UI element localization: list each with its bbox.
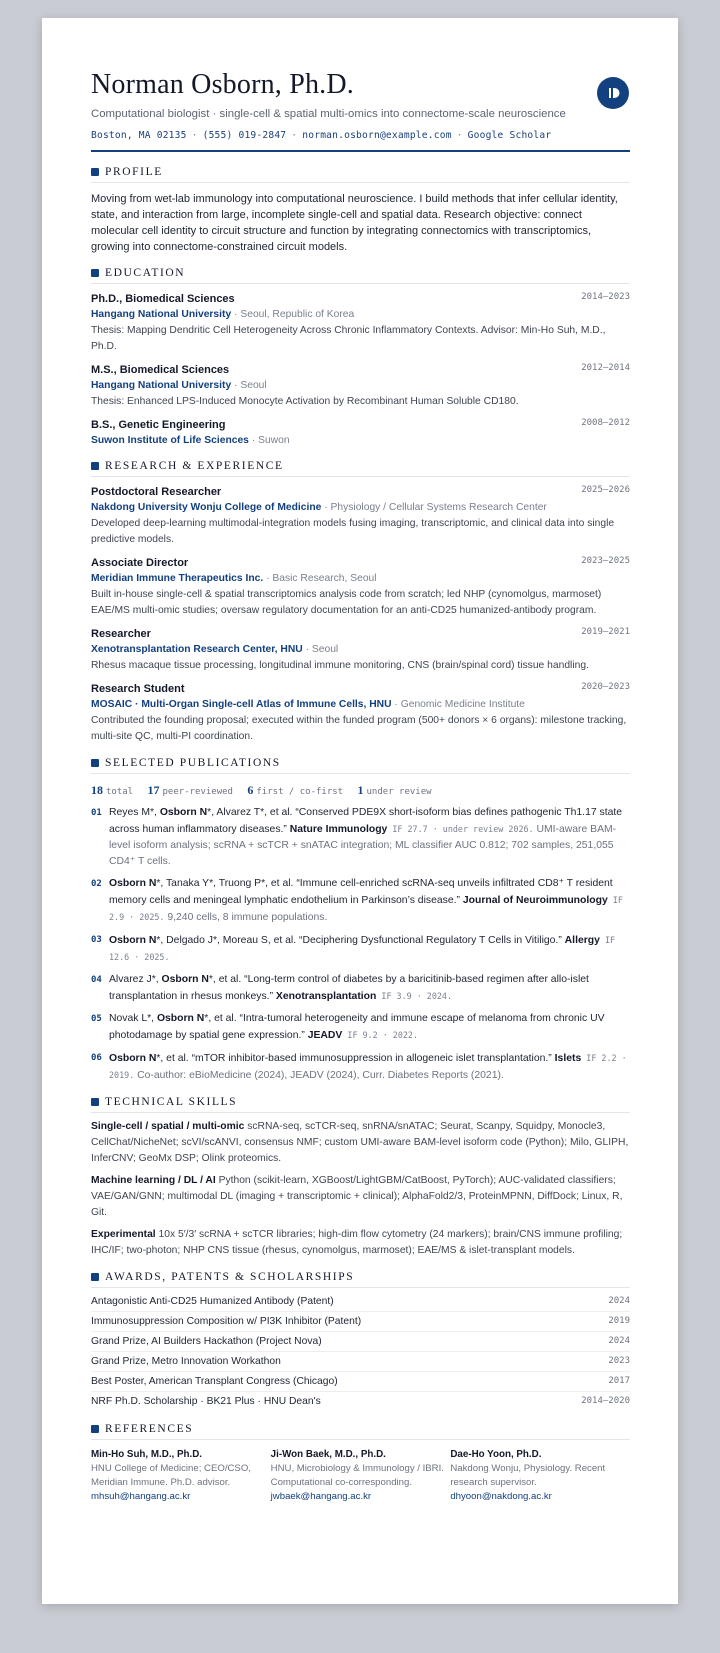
stat-total-count: 18 (91, 783, 103, 797)
award-item: Best Poster, American Transplant Congress (Chicago) 2017 (91, 1372, 630, 1392)
references-list (91, 1448, 630, 1504)
skill-group: Experimental 10x 5′/3′ scRNA + scTCR libraries; high-dim flow cytometry (24 markers); brain/CNS immune profiling; IHC/IF; two-photon; NHP CNS tissue (rhesus, cynomolgus, marmoset); EAE/MS & islet-transplant models. (91, 1229, 623, 1256)
employer: Meridian Immune Therapeutics Inc. (91, 573, 264, 584)
stat-under-review-count: 1 (357, 783, 364, 797)
publication-number: 01 (91, 808, 102, 818)
role-description: Contributed the founding proposal; executed within the funded program (500+ donors × 6 organs): milestone tracking, multi-site QC, multi-PI coordination. (91, 715, 627, 742)
education-entry: Ph.D., Biomedical Sciences 2014–2023 Hangang National University · Seoul, Republic of Korea Thesis: Mapping Dendritic Cell Heterogeneity Across Chronic Inflammatory Contexts. Advisor: Min-Ho Suh, M.D., Ph.D. (91, 292, 630, 355)
education-section (91, 267, 630, 448)
reference-name: Ji-Won Baek, M.D., Ph.D. (270, 1449, 386, 1460)
google-scholar-link[interactable]: Google Scholar (467, 130, 552, 141)
role-title: Postdoctoral Researcher (91, 486, 222, 498)
profile-text: Moving from wet-lab immunology into computational neuroscience. I build methods that infer cellular identity, state, and interaction from large, incomplete single-cell and spatial data. Research objective: connect molecular cell identity to circuit structure and function by integrating connectomics with transcriptomics, growing into connectome-constrained circuit models. (91, 193, 618, 253)
role-date: 2025–2026 (581, 485, 630, 495)
role-description: Rhesus macaque tissue processing, longitudinal immune monitoring, CNS (brain/spinal cord) tissue handling. (91, 660, 589, 671)
award-item: Grand Prize, Metro Innovation Workathon 2023 (91, 1352, 630, 1372)
reference-card (271, 1448, 451, 1504)
journal-name: JEADV (307, 1030, 343, 1041)
location: Seoul (240, 380, 267, 391)
award-item: NRF Ph.D. Scholarship · BK21 Plus · HNU Dean's 2014–2020 (91, 1396, 630, 1407)
section-marker-icon (91, 1098, 99, 1106)
reference-card (450, 1448, 630, 1504)
publication-item: 02 Osborn N*, Tanaka Y*, Truong P*, et al. “Immune cell-enriched scRNA-seq unveils infiltrated CD8⁺ T resident memory cells and meningeal lymphatic endothelium in Parkinson’s disease.” Journal of Neuroimmunology IF 2.9 · 2025. 9,240 cells, 8 immune populations. (91, 876, 630, 926)
profile-section (91, 166, 630, 255)
section-marker-icon (91, 1273, 99, 1281)
reference-description: Nakdong Wonju, Physiology. Recent research supervisor. (450, 1463, 606, 1488)
references-section (91, 1423, 630, 1504)
role-title: Researcher (91, 628, 151, 640)
publication-item: 03 Osborn N*, Delgado J*, Moreau S, et al. “Deciphering Dysfunctional Regulatory T Cells in Vitiligo.” Allergy IF 12.6 · 2025. (91, 932, 630, 966)
section-marker-icon (91, 1425, 99, 1433)
location: Suwon (258, 435, 290, 446)
role-description: Developed deep-learning multimodal-integration models fusing imaging, transcriptomic, and clinical data into single predictive models. (91, 518, 615, 545)
section-marker-icon (91, 269, 99, 277)
award-item: Immunosuppression Composition w/ PI3K Inhibitor (Patent) 2019 (91, 1312, 630, 1332)
header-rule (91, 150, 630, 152)
role-date: 2020–2023 (581, 682, 630, 692)
profile-heading: PROFILE (91, 166, 630, 183)
publication-number: 04 (91, 975, 102, 985)
degree-title: Ph.D., Biomedical Sciences (91, 293, 235, 305)
candidate-name: Norman Osborn, Ph.D. (91, 69, 354, 100)
experience-heading: RESEARCH & EXPERIENCE (91, 460, 630, 477)
publication-number: 06 (91, 1053, 102, 1063)
role-date: 2019–2021 (581, 627, 630, 637)
degree-description: Thesis: Enhanced LPS-Induced Monocyte Activation by Recombinant Human Soluble CD180. (91, 396, 519, 407)
department: Basic Research, Seoul (272, 573, 377, 584)
experience-entry: Research Student 2020–2023 MOSAIC · Multi-Organ Single-cell Atlas of Immune Cells, HNU · Genomic Medicine Institute Contributed the founding proposal; executed within the funded program (500+ donors × 6 organs): milestone tracking, multi-site QC, multi-PI coordination. (91, 682, 630, 745)
publication-number: 03 (91, 935, 102, 945)
reference-email[interactable]: mhsuh@hangang.ac.kr (91, 1491, 191, 1502)
publication-item: 01 Reyes M*, Osborn N*, Alvarez T*, et al. “Conserved PDE9X short-isoform bias defines pathogenic Th1.17 state across human inflammatory diseases.” Nature Immunology IF 27.7 · under review 2026. UMI-aware BAM-level isoform analysis; scRNA + scTCR + snATAC integration; ML classifier AUC 0.812; 702 samples, 251,055 CD4⁺ T cells. (91, 805, 630, 870)
role-date: 2023–2025 (581, 556, 630, 566)
references-heading: REFERENCES (91, 1423, 630, 1440)
resume-header (91, 68, 630, 152)
tagline: Computational biologist · single-cell & spatial multi-omics into connectome-scale neuroscience (91, 108, 566, 120)
journal-name: Xenotransplantation (275, 991, 377, 1002)
education-entry: B.S., Genetic Engineering 2008–2012 Suwon Institute of Life Sciences · Suwon (91, 418, 630, 446)
award-item: Grand Prize, AI Builders Hackathon (Project Nova) 2024 (91, 1332, 630, 1352)
reference-card (91, 1448, 271, 1504)
section-marker-icon (91, 168, 99, 176)
role-title: Associate Director (91, 557, 189, 569)
role-description: Built in-house single-cell & spatial transcriptomics analysis code from scratch; led NHP (cynomolgus, marmoset) EAE/MS multi-omic studies; oversaw regulatory documentation for an anti-CD25 humanized-antibody program. (91, 589, 602, 616)
degree-title: B.S., Genetic Engineering (91, 419, 226, 431)
experience-entry: Researcher 2019–2021 Xenotransplantation Research Center, HNU · Seoul Rhesus macaque tissue processing, longitudinal immune monitoring, CNS (brain/spinal cord) tissue handling. (91, 627, 630, 674)
publication-stats: 18 total 17 peer-reviewed 6 first / co-first 1 under review (91, 783, 432, 797)
journal-name: Journal of Neuroimmunology (462, 895, 608, 906)
experience-entry: Postdoctoral Researcher 2025–2026 Nakdong University Wonju College of Medicine · Physiology / Cellular Systems Research Center Developed deep-learning multimodal-integration models fusing imaging, transcriptomic, and clinical data into single predictive models. (91, 485, 630, 548)
contact-email[interactable]: norman.osborn@example.com (302, 130, 452, 141)
publication-number: 02 (91, 879, 102, 889)
experience-section (91, 460, 630, 745)
publication-item: 05 Novak L*, Osborn N*, et al. “Intra-tumoral heterogeneity and immune escape of melanoma from chronic UV photodamage by spatial gene expression.” JEADV IF 9.2 · 2022. (91, 1011, 630, 1044)
awards-heading: AWARDS, PATENTS & SCHOLARSHIPS (91, 1271, 630, 1288)
reference-description: HNU, Microbiology & Immunology / IBRI. Computational co-corresponding. (270, 1463, 444, 1488)
orcid-glyph (606, 86, 620, 100)
reference-description: HNU College of Medicine; CEO/CSO, Meridian Immune. Ph.D. advisor. (91, 1463, 251, 1488)
institution: Hangang National University (91, 309, 232, 320)
employer: Nakdong University Wonju College of Medicine (91, 502, 322, 513)
stat-first-author-count: 6 (247, 783, 254, 797)
department: Seoul (311, 644, 339, 655)
journal-name: Islets (554, 1053, 582, 1064)
skills-section (91, 1096, 630, 1259)
reference-email[interactable]: dhyoon@nakdong.ac.kr (450, 1491, 552, 1502)
skill-group: Machine learning / DL / AI Python (scikit-learn, XGBoost/LightGBM/CatBoost, PyTorch); AUC-validated classifiers; VAE/GAN/GNN; multimodal DL (imaging + transcriptomic + clinical); AlphaFold2/3, ProteinMPNN, DiffDock; Linux, R, Git. (91, 1175, 623, 1218)
reference-name: Min-Ho Suh, M.D., Ph.D. (91, 1449, 203, 1460)
institution: Hangang National University (91, 380, 232, 391)
employer: Xenotransplantation Research Center, HNU (91, 644, 303, 655)
publication-item: 06 Osborn N*, et al. “mTOR inhibitor-based immunosuppression in allogeneic islet transplantation.” Islets IF 2.2 · 2019. Co-author: eBioMedicine (2024), JEADV (2024), Curr. Diabetes Reports (2021). (91, 1050, 630, 1084)
education-entry: M.S., Biomedical Sciences 2012–2014 Hangang National University · Seoul Thesis: Enhanced LPS-Induced Monocyte Activation by Recombinant Human Soluble CD180. (91, 363, 630, 410)
department: Physiology / Cellular Systems Research Center (330, 502, 547, 513)
degree-title: M.S., Biomedical Sciences (91, 364, 230, 376)
contact-phone: (555) 019-2847 (202, 130, 287, 141)
orcid-icon[interactable] (597, 77, 629, 109)
experience-entry: Associate Director 2023–2025 Meridian Immune Therapeutics Inc. · Basic Research, Seoul Built in-house single-cell & spatial transcriptomics analysis code from scratch; led NHP (cynomolgus, marmoset) EAE/MS multi-omic studies; oversaw regulatory documentation for an anti-CD25 humanized-antibody program. (91, 556, 630, 619)
location: Seoul, Republic of Korea (240, 309, 355, 320)
section-marker-icon (91, 759, 99, 767)
department: Genomic Medicine Institute (400, 699, 525, 710)
skills-heading: TECHNICAL SKILLS (91, 1096, 630, 1113)
reference-name: Dae-Ho Yoon, Ph.D. (450, 1449, 542, 1460)
resume-page (42, 18, 678, 1604)
publication-item: 04 Alvarez J*, Osborn N*, et al. “Long-term control of diabetes by a baricitinib-based regimen after allo-islet transplantation in rhesus monkeys.” Xenotransplantation IF 3.9 · 2024. (91, 972, 630, 1005)
journal-name: Nature Immunology (289, 824, 388, 835)
employer: MOSAIC · Multi-Organ Single-cell Atlas of Immune Cells, HNU (91, 699, 392, 710)
degree-date: 2008–2012 (581, 418, 630, 428)
section-marker-icon (91, 462, 99, 470)
publication-number: 05 (91, 1014, 102, 1024)
awards-section (91, 1271, 630, 1411)
contact-line: Boston, MA 02135 · (555) 019-2847 · norman.osborn@example.com · Google Scholar (91, 130, 552, 141)
journal-name: Allergy (564, 935, 600, 946)
degree-date: 2014–2023 (581, 292, 630, 302)
stat-peer-reviewed-count: 17 (147, 783, 160, 797)
degree-description: Thesis: Mapping Dendritic Cell Heterogeneity Across Chronic Inflammatory Contexts. Advisor: Min-Ho Suh, M.D., Ph.D. (91, 325, 606, 352)
publications-section (91, 757, 630, 1084)
reference-email[interactable]: jwbaek@hangang.ac.kr (270, 1491, 372, 1502)
awards-list (91, 1292, 630, 1411)
institution: Suwon Institute of Life Sciences (91, 435, 249, 446)
skill-group: Single-cell / spatial / multi-omic scRNA-seq, scTCR-seq, snRNA/snATAC; Seurat, Scanpy, Squidpy, Monocle3, CellChat/NicheNet; scVI/scANVI, consensus NMF; custom UMI-aware BAM-level isoform code (Python); Milo, GLIPH, InferCNV; GeoMx DSP; Olink proteomics. (91, 1121, 629, 1164)
role-title: Research Student (91, 683, 185, 695)
publications-heading: SELECTED PUBLICATIONS (91, 757, 630, 774)
degree-date: 2012–2014 (581, 363, 630, 373)
education-heading: EDUCATION (91, 267, 630, 284)
award-item: Antagonistic Anti-CD25 Humanized Antibody (Patent) 2024 (91, 1292, 630, 1312)
contact-address: Boston, MA 02135 (91, 130, 187, 141)
